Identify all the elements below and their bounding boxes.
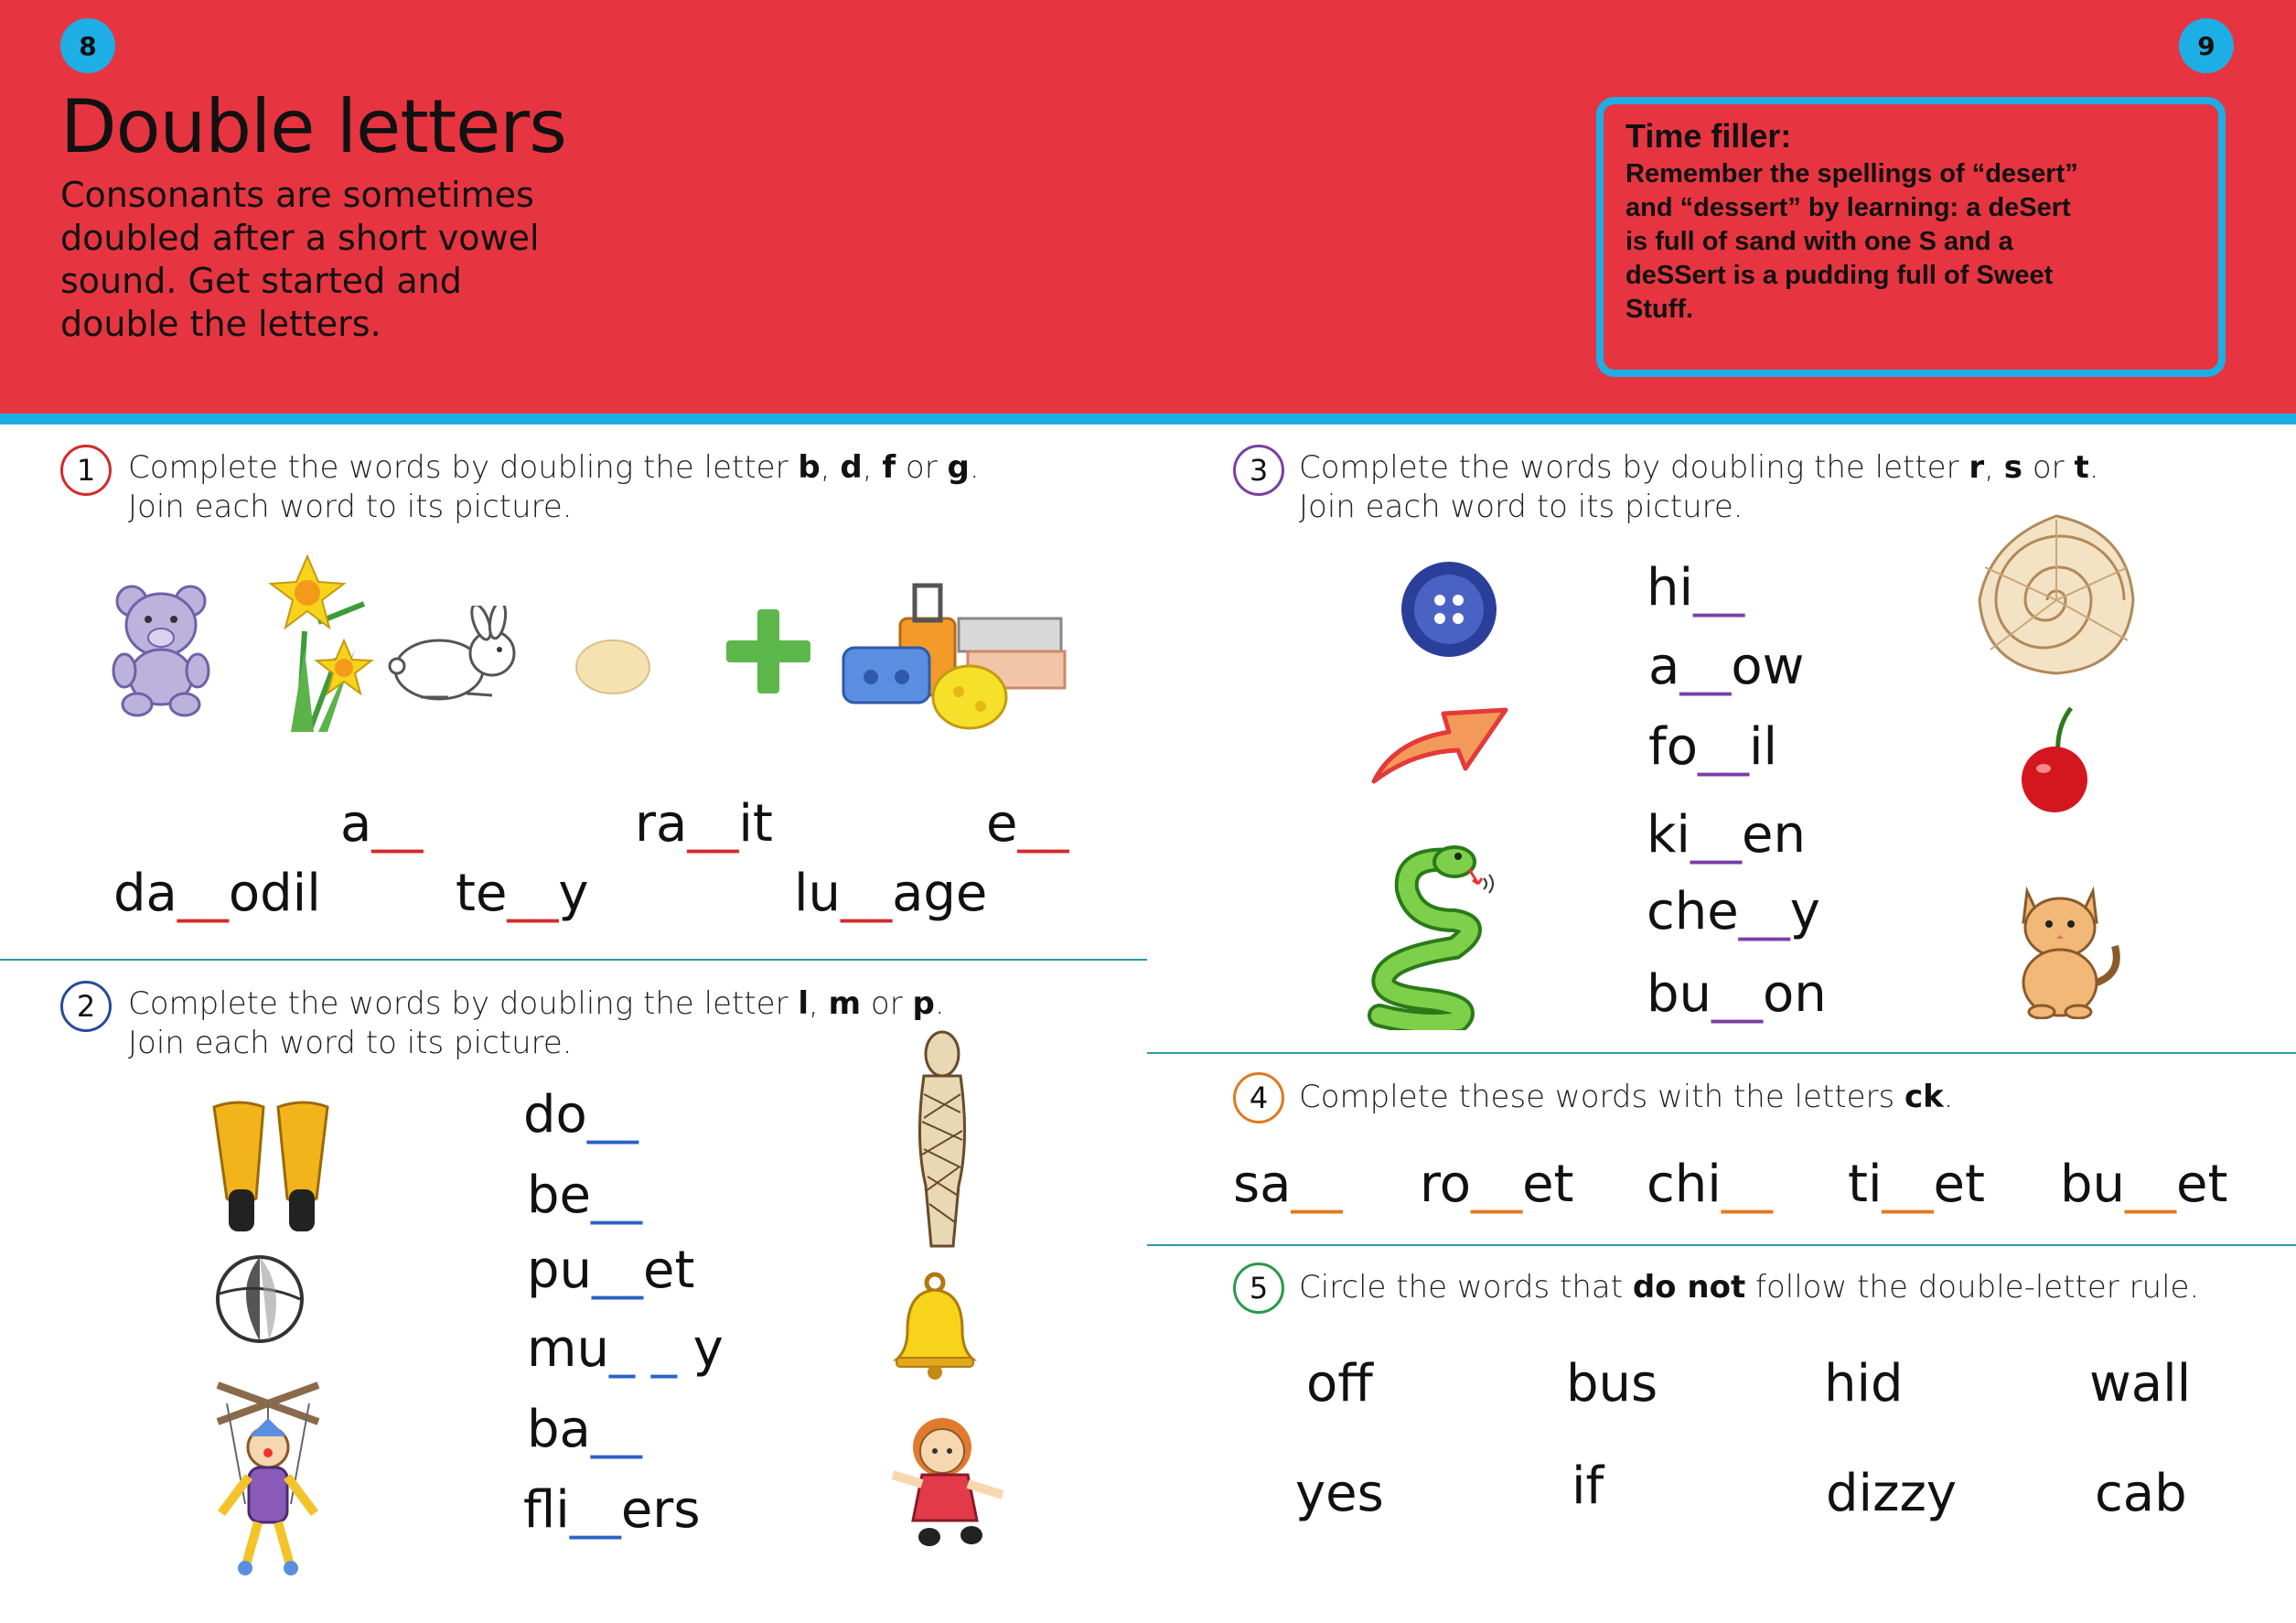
word-start: che xyxy=(1647,882,1739,941)
q2-word-6 xyxy=(523,1480,701,1540)
q1-text: Complete the words by doubling the letter xyxy=(128,449,799,486)
word-end: y xyxy=(676,1319,724,1379)
word-start: te xyxy=(456,864,508,923)
word-start: lu xyxy=(794,864,842,923)
q1-letter-b: b xyxy=(798,449,821,486)
add-sign-icon xyxy=(723,606,814,697)
q3-end: . xyxy=(2088,449,2099,486)
word-start: a xyxy=(340,794,372,854)
q1-word-2 xyxy=(635,794,773,854)
q4-word-2 xyxy=(1420,1155,1573,1214)
q4-word-4 xyxy=(1848,1155,1985,1214)
q4-letters-ck: ck xyxy=(1904,1079,1944,1115)
mummy-icon xyxy=(906,1030,979,1250)
q3-word-2 xyxy=(1648,637,1804,696)
q1-word-1 xyxy=(340,794,423,854)
word-blank[interactable]: __ xyxy=(1291,1155,1343,1214)
word-blank[interactable]: __ xyxy=(569,1480,621,1540)
word-blank[interactable]: __ xyxy=(591,1166,642,1225)
header-divider xyxy=(0,414,2296,425)
q3-sep: , xyxy=(1984,449,2004,486)
word-end: y xyxy=(558,864,589,923)
word-start: bu xyxy=(1647,964,1712,1024)
word-start: ro xyxy=(1420,1155,1472,1214)
word-blank[interactable]: __ xyxy=(371,794,424,854)
word-start: ti xyxy=(1848,1155,1883,1214)
q1-letter-d: d xyxy=(840,449,863,486)
word-start: da xyxy=(113,864,177,923)
word-start: do xyxy=(523,1085,587,1145)
intro-text: Consonants are sometimes doubled after a short vowel sound. Get started and double the letters. xyxy=(60,175,540,344)
word-blank[interactable]: __ xyxy=(586,1085,638,1145)
word-end: et xyxy=(1522,1155,1574,1214)
q5-text: Circle the words that xyxy=(1299,1269,1633,1306)
question-5-instructions xyxy=(1299,1268,2199,1307)
word-blank[interactable]: __ xyxy=(1471,1155,1523,1214)
ball-icon xyxy=(214,1253,306,1345)
word-end: en xyxy=(1742,805,1806,865)
q2-end: . xyxy=(934,985,945,1022)
word-start: ra xyxy=(635,794,688,854)
daffodil-icon xyxy=(263,549,382,732)
q4-word-5 xyxy=(2060,1155,2227,1214)
q1-end: . xyxy=(969,449,980,486)
word-blank[interactable]: __ xyxy=(1882,1155,1934,1214)
q3-word-5 xyxy=(1647,882,1820,941)
word-blank[interactable]: __ xyxy=(687,794,739,854)
q5-word-off[interactable]: off xyxy=(1306,1354,1373,1413)
word-start: e xyxy=(986,794,1018,854)
word-blank[interactable]: __ xyxy=(1693,558,1745,618)
divider-q4-q5 xyxy=(1147,1244,2296,1246)
q3-word-6 xyxy=(1647,964,1827,1024)
q3-word-3 xyxy=(1648,717,1777,777)
word-start: hi xyxy=(1647,558,1694,618)
q3-line2: Join each word to its picture. xyxy=(1299,489,1743,525)
q2-letter-m: m xyxy=(828,985,862,1022)
page-title: Double letters xyxy=(60,84,566,169)
word-start: ki xyxy=(1647,805,1690,865)
time-filler-box xyxy=(1596,97,2226,377)
q1-sep: , xyxy=(820,449,841,486)
q1-word-6 xyxy=(794,864,987,923)
word-blank[interactable]: __ xyxy=(841,864,893,923)
q5-word-dizzy[interactable]: dizzy xyxy=(1826,1464,1958,1523)
word-end: et xyxy=(1933,1155,1985,1214)
divider-q3-q4 xyxy=(1147,1052,2296,1054)
word-start: sa xyxy=(1233,1155,1292,1214)
teddy-bear-icon xyxy=(110,581,212,718)
q2-word-4 xyxy=(527,1319,724,1379)
question-5-number: 5 xyxy=(1233,1263,1284,1314)
q4-word-1 xyxy=(1233,1155,1343,1214)
word-blank[interactable]: __ xyxy=(1679,637,1732,696)
q1-letter-g: g xyxy=(947,449,970,486)
word-end: on xyxy=(1763,964,1827,1024)
word-blank[interactable]: __ xyxy=(1738,882,1790,941)
word-end: y xyxy=(1789,882,1820,941)
q1-word-4 xyxy=(113,864,321,923)
q4-word-3 xyxy=(1647,1155,1773,1214)
word-start: bu xyxy=(2060,1155,2126,1214)
word-blank[interactable]: __ xyxy=(1697,717,1749,777)
word-end: il xyxy=(1748,717,1778,777)
word-start: a xyxy=(1648,637,1680,696)
q2-word-1 xyxy=(523,1085,638,1145)
question-2-instructions xyxy=(128,984,945,1063)
rabbit-icon xyxy=(384,606,531,706)
question-3-number: 3 xyxy=(1233,445,1284,496)
kitten-icon xyxy=(2009,882,2122,1019)
page-number-left: 8 xyxy=(60,18,115,73)
egg-icon xyxy=(574,639,651,695)
q3-letter-s: s xyxy=(2003,449,2023,486)
q5-bold-do-not: do not xyxy=(1632,1269,1746,1306)
doll-icon xyxy=(885,1411,1014,1548)
word-blank[interactable]: __ xyxy=(507,864,559,923)
q2-word-2 xyxy=(527,1166,642,1225)
question-4-instructions xyxy=(1299,1078,1954,1117)
time-filler-title: Time filler: xyxy=(1625,117,1792,155)
question-1-number: 1 xyxy=(60,445,112,496)
word-start: be xyxy=(527,1166,591,1225)
q1-sep: , xyxy=(862,449,883,486)
q3-word-4 xyxy=(1647,805,1806,865)
button-icon xyxy=(1400,560,1498,659)
page-number-right: 9 xyxy=(2179,18,2234,73)
q4-text: Complete these words with the letters xyxy=(1299,1079,1904,1115)
q2-letter-l: l xyxy=(798,985,810,1022)
word-start: chi xyxy=(1647,1155,1722,1214)
q2-letter-p: p xyxy=(912,985,935,1022)
word-end: ers xyxy=(620,1480,701,1540)
q5-text-end: follow the double-letter rule. xyxy=(1745,1269,2200,1306)
time-filler-body: Remember the spellings of “desert” and “dessert” by learning: a deSert is full of sand with one S and a deSSert is a pudding full of Sweet Stuff. xyxy=(1625,159,2078,324)
luggage-icon xyxy=(840,582,1068,732)
word-end: odil xyxy=(228,864,321,923)
q5-word-yes[interactable]: yes xyxy=(1295,1464,1384,1523)
q1-word-5 xyxy=(456,864,589,923)
word-blank[interactable]: __ xyxy=(1711,964,1764,1024)
q5-word-cab[interactable]: cab xyxy=(2095,1464,2187,1523)
puppet-icon xyxy=(209,1376,327,1577)
q5-word-wall[interactable]: wall xyxy=(2089,1354,2192,1413)
word-end: age xyxy=(892,864,988,923)
bell-icon xyxy=(893,1272,977,1381)
q3-word-1 xyxy=(1647,558,1744,618)
word-end: ow xyxy=(1731,637,1805,696)
word-blank[interactable]: __ xyxy=(177,864,229,923)
cherry-icon xyxy=(2016,704,2098,814)
word-blank[interactable]: __ xyxy=(592,1241,644,1300)
word-end: et xyxy=(2176,1155,2228,1214)
word-blank[interactable]: _ _ xyxy=(609,1319,677,1379)
q2-line2: Join each word to its picture. xyxy=(128,1025,573,1061)
q5-word-if[interactable]: if xyxy=(1572,1456,1604,1516)
word-start: mu xyxy=(527,1319,610,1379)
word-start: fo xyxy=(1648,717,1698,777)
q2-sep: or xyxy=(861,985,913,1022)
divider-q1-q2 xyxy=(0,959,1147,961)
q1-line2: Join each word to its picture. xyxy=(128,489,573,525)
word-end: it xyxy=(738,794,773,854)
question-4-number: 4 xyxy=(1233,1072,1284,1123)
word-blank[interactable]: __ xyxy=(1690,805,1742,865)
word-blank[interactable]: __ xyxy=(1721,1155,1773,1214)
arrow-icon xyxy=(1367,695,1513,787)
fossil-icon xyxy=(1972,512,2140,677)
q3-letter-r: r xyxy=(1969,449,1985,486)
word-start: pu xyxy=(527,1241,593,1300)
q4-end: . xyxy=(1943,1079,1954,1115)
q3-sep: or xyxy=(2022,449,2075,486)
word-start: ba xyxy=(527,1400,591,1459)
q1-sep: or xyxy=(896,449,948,486)
q2-text: Complete the words by doubling the letter xyxy=(128,985,799,1022)
q5-word-hid[interactable]: hid xyxy=(1824,1354,1904,1413)
snake-icon xyxy=(1367,838,1495,1030)
q3-letter-t: t xyxy=(2074,449,2089,486)
word-blank[interactable]: __ xyxy=(1017,794,1069,854)
q2-word-3 xyxy=(527,1241,694,1300)
q3-text: Complete the words by doubling the letter xyxy=(1299,449,1969,486)
q5-word-bus[interactable]: bus xyxy=(1566,1354,1658,1413)
q2-sep: , xyxy=(809,985,829,1022)
q1-letter-f: f xyxy=(882,449,896,486)
flippers-icon xyxy=(209,1098,333,1235)
question-1-instructions xyxy=(128,448,980,527)
word-start: fli xyxy=(523,1480,570,1540)
q2-word-5 xyxy=(527,1400,642,1459)
word-end: et xyxy=(643,1241,695,1300)
question-2-number: 2 xyxy=(60,981,112,1032)
q1-word-3 xyxy=(986,794,1068,854)
word-blank[interactable]: __ xyxy=(2125,1155,2177,1214)
word-blank[interactable]: __ xyxy=(590,1400,642,1459)
